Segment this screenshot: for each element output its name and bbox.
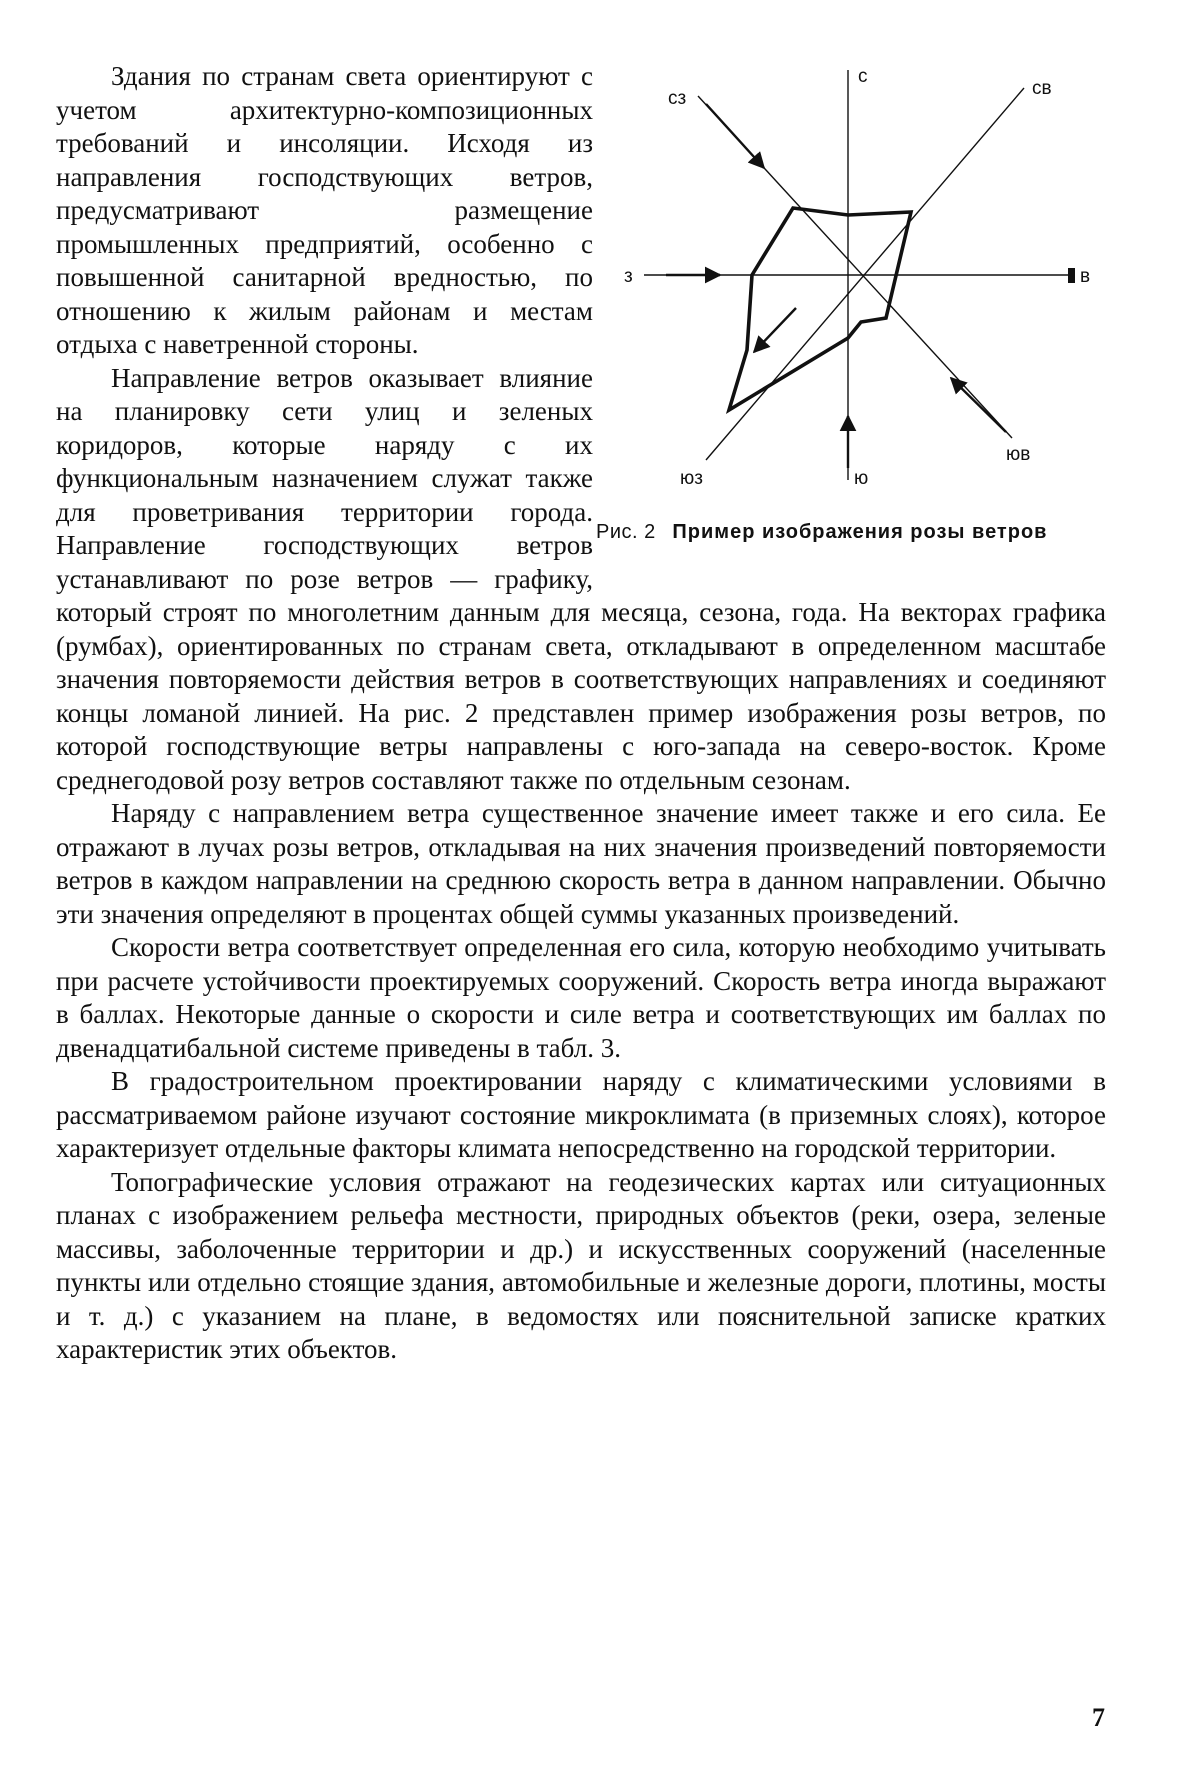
label-east: в [1080, 266, 1091, 287]
label-south: ю [854, 468, 869, 489]
body-text [56, 60, 1106, 1367]
paragraph: В градостроительном проектировании наряду с климатическими условиями в рассматриваемом районе изучают состояние микроклимата (в приземных слоях), которое характеризует отдельные факторы климата непосредственно на городской территории. [56, 1066, 1106, 1163]
label-southeast: юв [1006, 444, 1031, 465]
label-north: с [858, 66, 868, 87]
paragraph: Скорости ветра соответствует определенная его сила, которую необходимо учитывать при расчете устойчивости проектируемых сооружений. Скорость ветра иногда выражают в баллах. Некоторые данные о скорости и силе ветра и соответствующих им баллах по двенадцатибальной системе приведены в табл. 3. [56, 932, 1106, 1063]
paragraph: Наряду с направлением ветра существенное значение имеет также и его сила. Ее отражают в лучах розы ветров, откладывая на них значения произведений повторяемости ветров в каждом направлении на среднюю скорость ветра в данном направлении. Обычно эти значения определяют в процентах общей суммы указанных произведений. [56, 798, 1106, 929]
label-northwest: сз [668, 88, 687, 109]
paragraph: Здания по странам света ориентируют с учетом архитектурно-композиционных требований и инсоляции. Исходя из направления господствующих ветров, предусматривают размещение промышленных предприятий, особенно с повышенной санитарной вредностью, по отношению к жилым районам и местам отдыха с наветренной стороны. [56, 61, 593, 359]
label-southwest: юз [680, 468, 703, 489]
paragraph: Направление ветров оказывает влияние на планировку сети улиц и зеленых коридоров, которые наряду с их функциональным назначением служат также для проветривания территории города. Направление господствующих ветров устанавливают по розе ветров — графику, который строят по многолетним данным для месяца, сезона, года. На векторах графика (румбах), ориентированных по странам света, откладывают в определенном масштабе значения повторяемости действия ветров в соответствующих направлениях и соединяют концы ломаной линией. На рис. 2 представлен пример изображения розы ветров, по которой господствующие ветры направлены с юго-запада на северо-восток. Кроме среднегодовой розу ветров составляют также по отдельным сезонам. [56, 362, 1106, 795]
caption-number: Рис. 2 [596, 521, 656, 543]
figure-float-space [593, 60, 1106, 588]
paragraph: Топографические условия отражают на геодезических картах или ситуационных планах с изображением рельефа местности, природных объектов (реки, озера, зеленые массивы, заболоченные территории и др.) и искусственных сооружений (населенные пункты или отдельно стоящие здания, автомобильные и железные дороги, плотины, мосты и т. д.) с указанием на плане, в ведомостях или пояснительной записке кратких характеристик этих объектов. [56, 1166, 1106, 1364]
label-northeast: св [1032, 78, 1052, 99]
page-number: 7 [1092, 1703, 1105, 1732]
caption-text: Пример изображения розы ветров [672, 521, 1048, 543]
label-west: з [624, 266, 633, 287]
